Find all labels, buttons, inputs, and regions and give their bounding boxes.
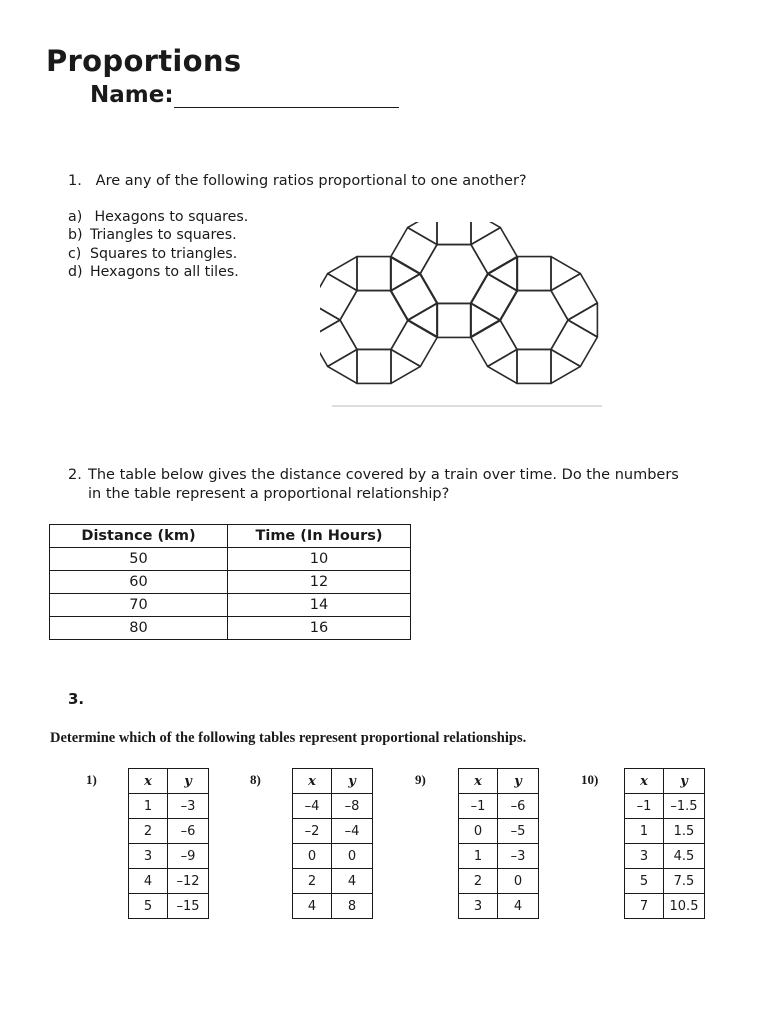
name-label: Name: <box>90 82 174 108</box>
table-label: 1) <box>86 772 97 787</box>
option-d <box>68 263 248 281</box>
square-tile <box>391 274 437 320</box>
table-cell: –6 <box>498 794 539 819</box>
table-row <box>459 819 539 844</box>
table-row <box>129 894 209 919</box>
table-row <box>50 548 411 571</box>
triangle-tile <box>391 257 420 291</box>
table-cell: 7 <box>625 894 664 919</box>
table-cell: –9 <box>168 844 209 869</box>
table-cell: 14 <box>228 594 411 617</box>
column-header: Distance (km) <box>50 525 228 548</box>
question-1-options <box>68 208 248 281</box>
table-cell: 4 <box>129 869 168 894</box>
table-row <box>129 794 209 819</box>
table-cell: –1 <box>459 794 498 819</box>
table-cell: –3 <box>168 794 209 819</box>
xy-table-1 <box>128 768 209 919</box>
table-cell: –2 <box>293 819 332 844</box>
option-text: Triangles to squares. <box>90 227 237 244</box>
table-cell: –1 <box>625 794 664 819</box>
square-tile <box>517 349 551 383</box>
square-tile <box>391 274 437 320</box>
xy-table-10 <box>624 768 705 919</box>
question-3-directions: Determine which of the following tables represent proportional relationships. <box>50 730 527 746</box>
triangle-tile <box>408 222 437 245</box>
table-cell: 50 <box>50 548 228 571</box>
question-2 <box>68 466 728 504</box>
triangle-tile <box>471 303 500 337</box>
table-cell: 0 <box>332 844 373 869</box>
table-cell: –5 <box>498 819 539 844</box>
table-row <box>459 844 539 869</box>
table-row <box>625 844 705 869</box>
column-header: Time (In Hours) <box>228 525 411 548</box>
table-cell: –4 <box>332 819 373 844</box>
option-letter: c) <box>68 245 82 262</box>
table-cell: 1 <box>625 819 664 844</box>
square-tile <box>471 320 517 366</box>
hexagon-tile <box>420 245 488 304</box>
column-header: y <box>498 769 539 794</box>
table-label: 9) <box>415 772 426 787</box>
table-cell: 4 <box>498 894 539 919</box>
table-cell: 0 <box>459 819 498 844</box>
option-text: Hexagons to squares. <box>90 209 249 225</box>
triangle-tile <box>471 303 500 337</box>
table-row <box>293 869 373 894</box>
table-cell: 0 <box>293 844 332 869</box>
triangle-tile <box>320 303 340 337</box>
table-cell: –12 <box>168 869 209 894</box>
option-c <box>68 245 248 263</box>
tiling-figure <box>320 222 610 412</box>
table-row <box>293 844 373 869</box>
table-cell: 3 <box>459 894 498 919</box>
column-header: x <box>293 769 332 794</box>
table-row <box>625 869 705 894</box>
table-row <box>459 894 539 919</box>
triangle-tile <box>391 349 420 383</box>
triangle-tile <box>551 349 580 383</box>
triangle-tile <box>328 257 357 291</box>
triangle-tile <box>551 257 580 291</box>
option-b <box>68 226 248 244</box>
table-row <box>459 869 539 894</box>
table-header-row <box>50 525 411 548</box>
xy-table-8 <box>292 768 373 919</box>
table-cell: 16 <box>228 617 411 640</box>
table-row <box>129 819 209 844</box>
question-2-line-1: The table below gives the distance covered by a train over time. Do the numbers <box>88 467 679 483</box>
option-a <box>68 208 248 226</box>
table-cell: 1.5 <box>664 819 705 844</box>
hexagon-tile <box>340 291 408 350</box>
triangle-tile <box>408 303 437 337</box>
table-row <box>625 819 705 844</box>
name-blank-line[interactable] <box>174 107 399 108</box>
table-row <box>625 794 705 819</box>
table-cell: 10.5 <box>664 894 705 919</box>
table-row <box>129 869 209 894</box>
table-header-row <box>625 769 705 794</box>
question-1-text: Are any of the following ratios proportional to one another? <box>95 173 527 189</box>
square-tile <box>437 303 471 337</box>
table-cell: 12 <box>228 571 411 594</box>
table-header-row <box>459 769 539 794</box>
table-row <box>625 894 705 919</box>
table-cell: 0 <box>498 869 539 894</box>
table-cell: –15 <box>168 894 209 919</box>
column-header: y <box>332 769 373 794</box>
table-cell: 2 <box>293 869 332 894</box>
question-1 <box>68 172 527 191</box>
table-cell: –8 <box>332 794 373 819</box>
table-cell: 2 <box>459 869 498 894</box>
option-text: Squares to triangles. <box>90 245 238 262</box>
table-cell: 8 <box>332 894 373 919</box>
triangle-tile <box>328 349 357 383</box>
table-cell: 1 <box>129 794 168 819</box>
option-letter: b) <box>68 227 83 244</box>
square-tile <box>551 274 597 320</box>
square-tile <box>471 228 517 274</box>
square-tile <box>357 257 391 291</box>
question-2-number: 2. <box>68 467 82 483</box>
table-row <box>129 844 209 869</box>
table-cell: 4.5 <box>664 844 705 869</box>
square-tile <box>391 320 437 366</box>
question-3-number: 3. <box>68 690 85 708</box>
table-row <box>293 894 373 919</box>
table-cell: –6 <box>168 819 209 844</box>
table-cell: 10 <box>228 548 411 571</box>
square-tile <box>471 274 517 320</box>
train-table <box>49 524 411 640</box>
table-row <box>50 571 411 594</box>
option-text: Hexagons to all tiles. <box>90 263 239 280</box>
xy-table-9 <box>458 768 539 919</box>
square-tile <box>357 349 391 383</box>
table-row <box>293 819 373 844</box>
triangle-tile <box>568 303 597 337</box>
table-row <box>459 794 539 819</box>
table-cell: 70 <box>50 594 228 617</box>
triangle-tile <box>471 222 500 245</box>
triangle-tile <box>391 257 420 291</box>
table-label: 8) <box>250 772 261 787</box>
table-cell: –3 <box>498 844 539 869</box>
question-1-number: 1. <box>68 173 82 189</box>
page-title: Proportions <box>46 44 242 78</box>
table-cell: 7.5 <box>664 869 705 894</box>
table-cell: 3 <box>129 844 168 869</box>
column-header: x <box>129 769 168 794</box>
table-cell: 4 <box>332 869 373 894</box>
table-cell: –4 <box>293 794 332 819</box>
square-tile <box>391 228 437 274</box>
table-cell: 80 <box>50 617 228 640</box>
triangle-tile <box>488 257 517 291</box>
table-cell: 1 <box>459 844 498 869</box>
table-row <box>50 594 411 617</box>
column-header: y <box>664 769 705 794</box>
triangle-tile <box>488 257 517 291</box>
table-cell: 4 <box>293 894 332 919</box>
table-row <box>50 617 411 640</box>
table-cell: 3 <box>625 844 664 869</box>
column-header: y <box>168 769 209 794</box>
table-header-row <box>293 769 373 794</box>
square-tile <box>517 257 551 291</box>
square-tile <box>551 320 597 366</box>
option-letter: d) <box>68 263 83 280</box>
table-label: 10) <box>581 772 599 787</box>
square-tile <box>471 274 517 320</box>
option-letter: a) <box>68 209 83 225</box>
column-header: x <box>625 769 664 794</box>
triangle-tile <box>488 349 517 383</box>
table-cell: 5 <box>129 894 168 919</box>
table-header-row <box>129 769 209 794</box>
table-cell: 60 <box>50 571 228 594</box>
column-header: x <box>459 769 498 794</box>
table-row <box>293 794 373 819</box>
hexagon-tile <box>500 291 568 350</box>
triangle-tile <box>408 303 437 337</box>
table-cell: –1.5 <box>664 794 705 819</box>
square-tile <box>437 222 471 245</box>
question-2-line-2: in the table represent a proportional relationship? <box>88 486 450 502</box>
table-cell: 2 <box>129 819 168 844</box>
table-cell: 5 <box>625 869 664 894</box>
